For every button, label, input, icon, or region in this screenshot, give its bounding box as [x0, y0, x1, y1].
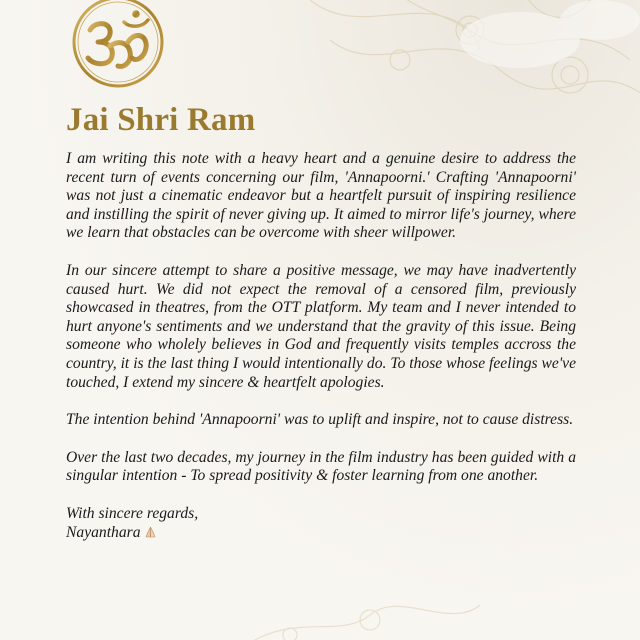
paragraph: I am writing this note with a heavy heart and a genuine desire to address the recent turn of events concerning our film, 'Annapoorni.' Crafting 'Annapoorni' was not just a cinematic endeavor but a heartfelt pursuit of inspiring resilience and instilling the spirit of never giving up. It aimed to mirror life's journey, where we learn that obstacles can be overcome with sheer willpower.: [66, 150, 576, 242]
om-symbol-icon: [66, 0, 170, 94]
floral-decoration: [270, 0, 640, 130]
paragraph: Over the last two decades, my journey in the film industry has been guided with a singular intention - To spread positivity & foster learning from one another.: [66, 448, 576, 485]
signature-line: [66, 524, 576, 543]
paragraph: The intention behind 'Annapoorni' was to uplift and inspire, not to cause distress.: [66, 411, 574, 429]
floral-decoration-bottom: [230, 600, 490, 640]
letter-body: [66, 150, 576, 542]
paragraph: In our sincere attempt to share a positive message, we may have inadvertently caused hurt. We did not expect the removal of a censored film, previously showcased in theatres, from the OTT platform. My team and I never intended to hurt anyone's sentiments and we understand that the gravity of this issue. Being someone who wholely believes in God and frequently visits temples accross the country, it is the last thing I would intentionally do. To those whose feelings we've touched, I extend my sincere & heartfelt apologies.: [66, 261, 576, 391]
letter-heading: Jai Shri Ram: [66, 102, 256, 138]
signature-block: [66, 505, 576, 542]
folded-hands-icon: [144, 526, 157, 538]
signature-name: Nayanthara: [66, 523, 141, 541]
closing-line: With sincere regards,: [66, 504, 199, 522]
